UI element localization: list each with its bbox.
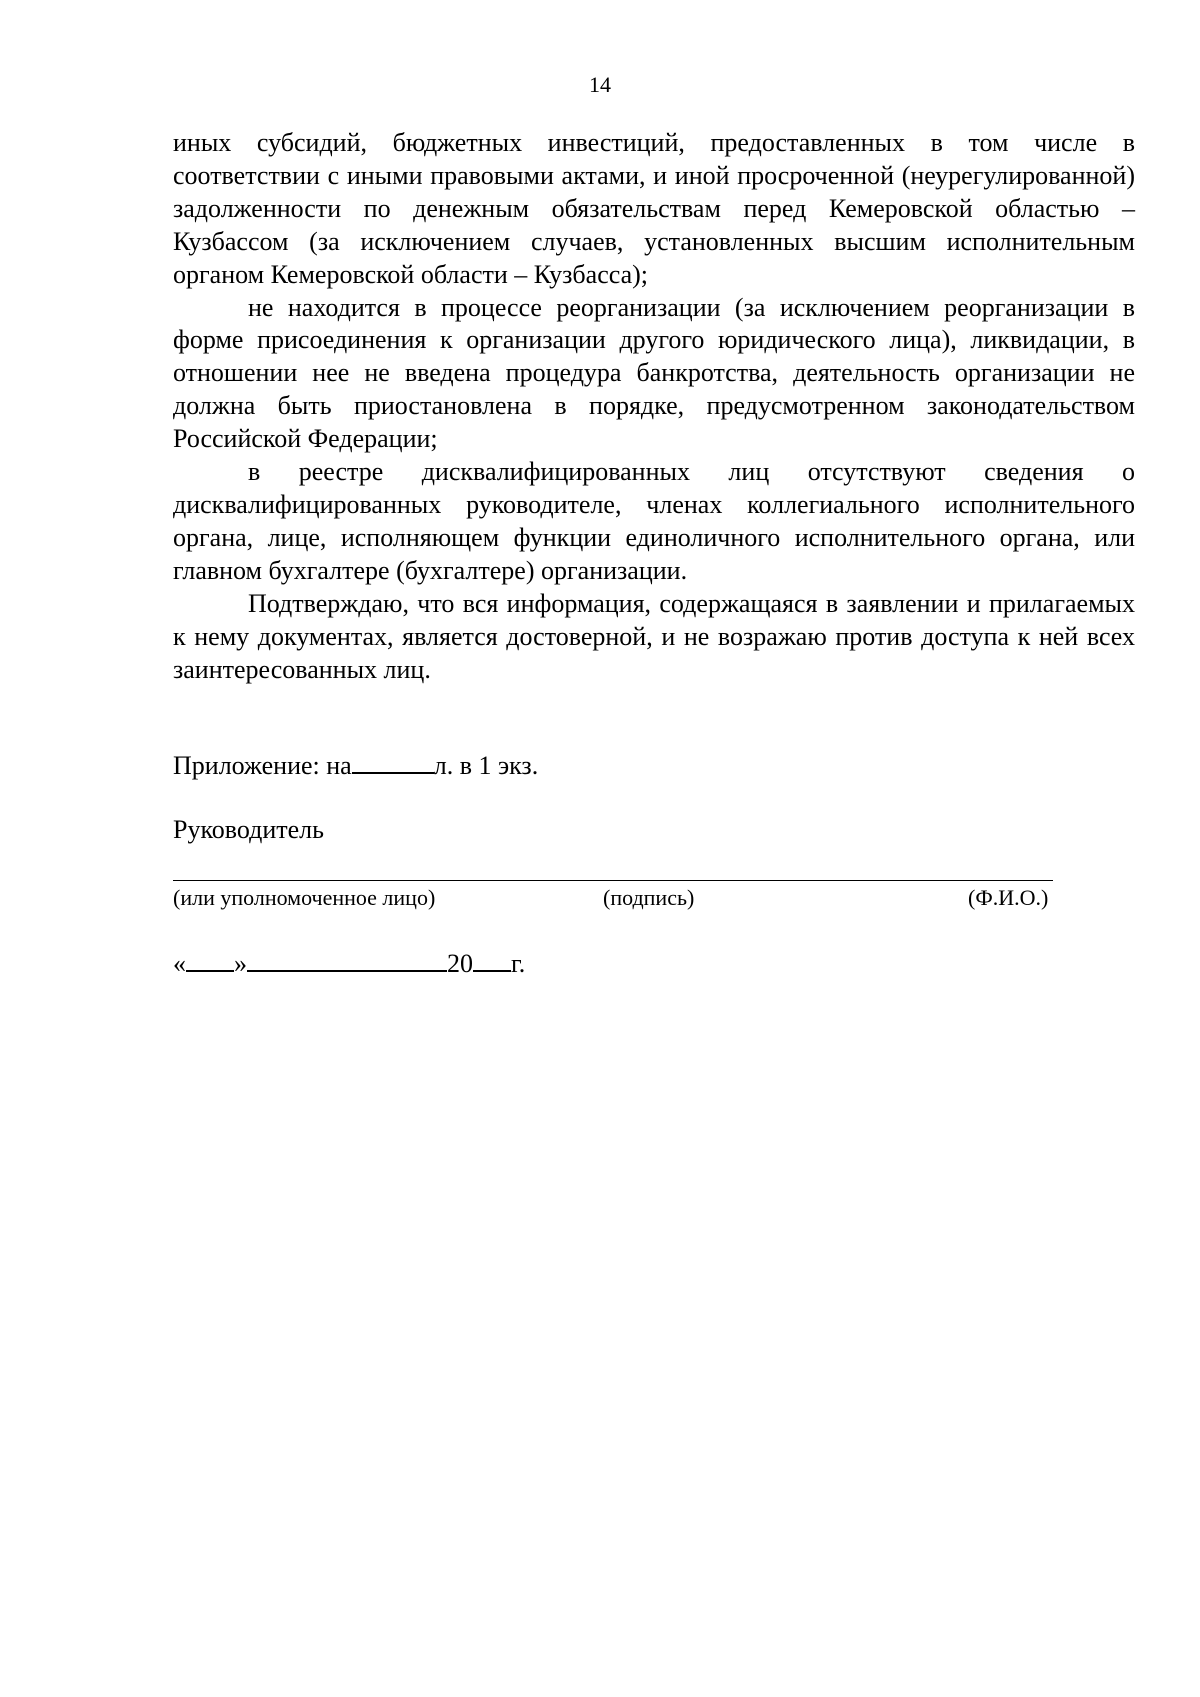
page-number: 14 [589, 72, 611, 97]
director-label: Руководитель [173, 815, 324, 844]
date-open-quote: « [173, 949, 186, 978]
date-year-blank [473, 946, 511, 972]
caption-full-name: (Ф.И.О.) [968, 885, 1049, 910]
appendix-line [173, 748, 538, 782]
signature-line [173, 880, 1053, 881]
paragraph-confirmation: Подтверждаю, что вся информация, содержащаяся в заявлении и прилагаемых к нему документах, является достоверной, и не возражаю против доступа к ней всех заинтересованных лиц. [173, 588, 1135, 684]
body-text [173, 127, 1135, 686]
date-day-blank [186, 946, 234, 972]
paragraph-reorganization: не находится в процессе реорганизации (за исключением реорганизации в форме присоединения к организации другого юридического лица), ликвидации, в отношении нее не введена процедура банкротства, деятельность организации не должна быть приостановлена в порядке, предусмотренном законодательством Российской Федерации; [173, 292, 1135, 454]
appendix-prefix: Приложение: на [173, 751, 352, 780]
date-year-suffix: г. [511, 949, 526, 978]
date-month-blank [247, 946, 447, 972]
caption-authorized-person: (или уполномоченное лицо) [173, 885, 436, 910]
caption-signature: (подпись) [603, 885, 695, 910]
date-close-quote: » [234, 949, 247, 978]
appendix-suffix: л. в 1 экз. [433, 751, 539, 780]
date-line [173, 946, 525, 980]
paragraph-continuation: иных субсидий, бюджетных инвестиций, предоставленных в том числе в соответствии с иными правовыми актами, и иной просроченной (неурегулированной) задолженности по денежным обязательствам перед Кемеровской областью – Кузбассом (за исключением случаев, установленных высшим исполнительным органом Кемеровской области – Кузбасса); [173, 128, 1135, 289]
appendix-sheets-blank [352, 748, 434, 774]
date-year-prefix: 20 [447, 949, 473, 978]
paragraph-disqualified-registry: в реестре дисквалифицированных лиц отсутствуют сведения о дисквалифицированных руководителе, членах коллегиального исполнительного органа, лице, исполняющем функции единоличного исполнительного органа, или главном бухгалтере (бухгалтере) организации. [173, 457, 1135, 585]
